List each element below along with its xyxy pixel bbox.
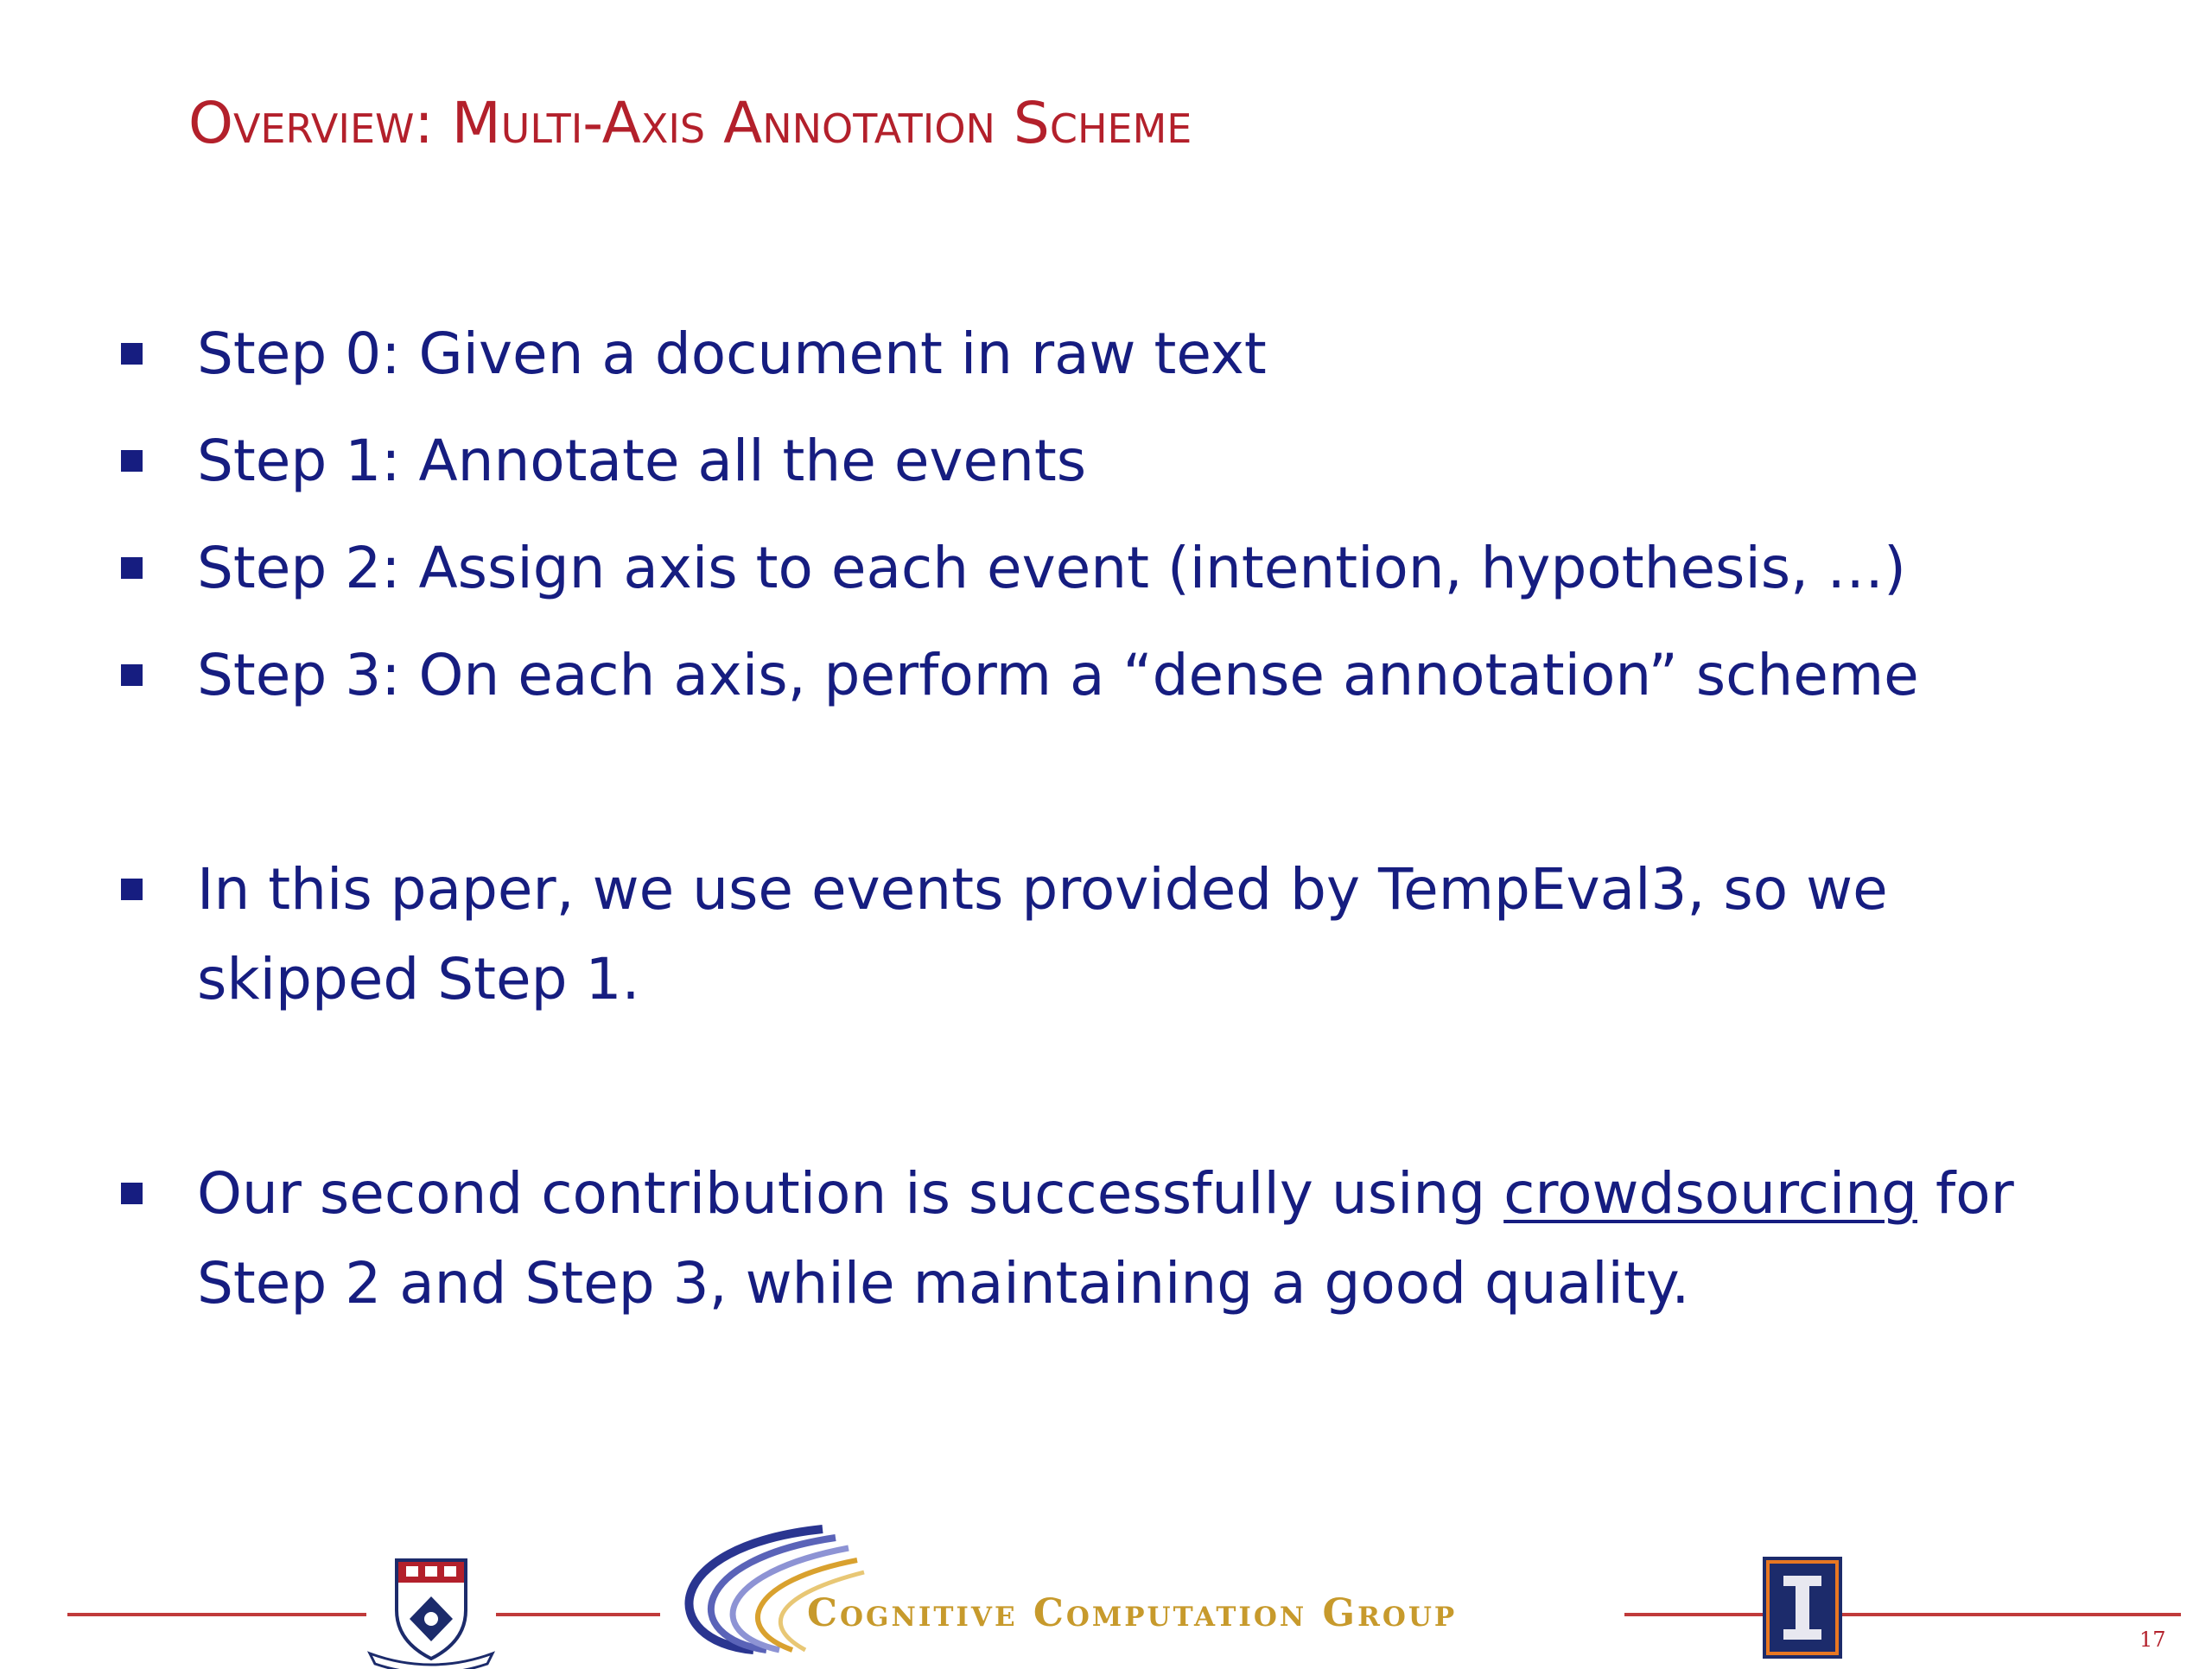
bullet-text: Step 3: On each axis, perform a “dense annotation” scheme [197, 642, 1919, 708]
bullet-text-segment: for [1917, 1160, 2014, 1227]
bullet-text-line: In this paper, we use events provided by TempEval3, so we [197, 856, 1888, 923]
footer-rule-middle [496, 1613, 660, 1616]
slide-title: Overview: Multi-Axis Annotation Scheme [188, 90, 1192, 156]
page-number: 17 [2139, 1628, 2166, 1652]
bullet-marker [121, 343, 143, 365]
footer [0, 1512, 2212, 1659]
footer-rule-left [67, 1613, 366, 1616]
ccg-swoosh-icon [650, 1512, 935, 1659]
footer-rule-far-right [1842, 1613, 2181, 1616]
footer-rule-right [1624, 1613, 1763, 1616]
bullet-text-line: skipped Step 1. [197, 946, 640, 1012]
bullet-text-line [197, 1149, 2014, 1239]
bullet-text: Step 0: Given a document in raw text [197, 320, 1267, 387]
bullet-marker [121, 557, 143, 579]
penn-shield-icon [366, 1557, 496, 1669]
illinois-block-i-icon [1763, 1557, 1842, 1659]
bullet-marker [121, 1183, 143, 1204]
ccg-group-name: Cognitive Computation Group [807, 1591, 1458, 1635]
bullet-marker [121, 664, 143, 686]
bullet-text-segment: Our second contribution is successfully using [197, 1160, 1504, 1227]
bullet-text: Step 1: Annotate all the events [197, 428, 1087, 494]
bullet-text-line: Step 2 and Step 3, while maintaining a good quality. [197, 1250, 1690, 1317]
bullet-marker [121, 450, 143, 472]
crowdsourcing-link[interactable]: crowdsourcing [1503, 1160, 1917, 1227]
bullet-text: Step 2: Assign axis to each event (intention, hypothesis, …) [197, 535, 1906, 601]
bullet-marker [121, 879, 143, 900]
